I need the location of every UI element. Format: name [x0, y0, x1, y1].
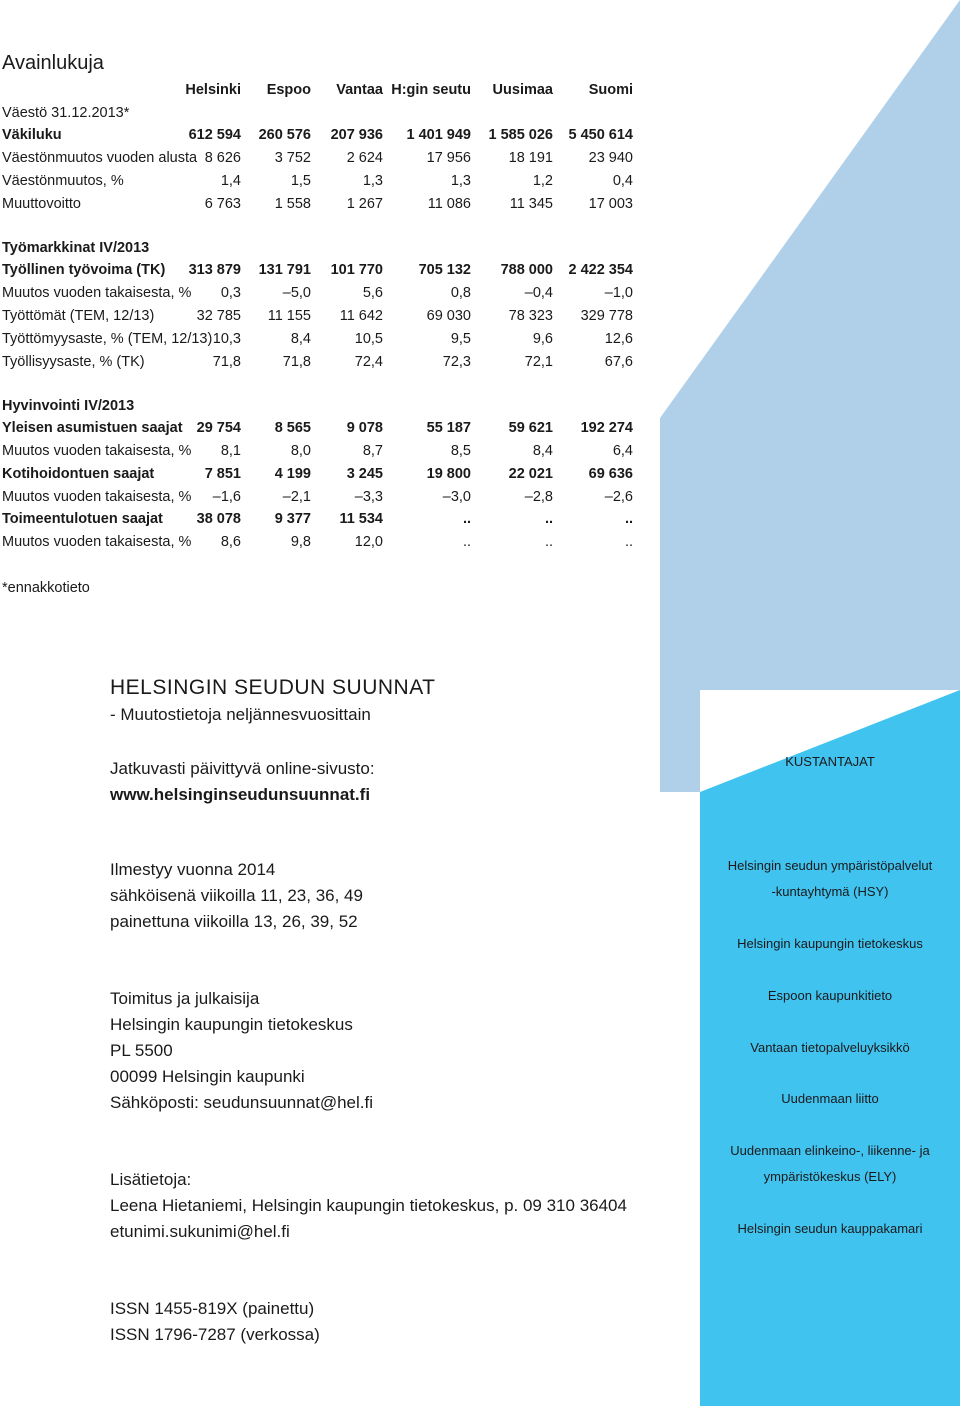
- publisher-item: Helsingin seudun ympäristöpalvelut: [727, 858, 933, 873]
- table-cell: –2,8: [524, 489, 553, 505]
- row-label: Muutos vuoden takaisesta, %: [2, 534, 192, 550]
- table-cell: 72,4: [354, 354, 383, 370]
- column-header: Helsinki: [185, 82, 241, 98]
- table-cell: 2 422 354: [568, 262, 633, 278]
- table-cell: 1 558: [274, 196, 311, 212]
- row-label: Työttömät (TEM, 12/13): [2, 308, 155, 324]
- table-cell: 8,4: [532, 443, 553, 459]
- table-row: [2, 420, 642, 442]
- table-cell: 7 851: [204, 466, 241, 482]
- publisher-item: Helsingin kaupungin tietokeskus: [737, 936, 923, 951]
- info-line: Leena Hietaniemi, Helsingin kaupungin tietokeskus, p. 09 310 36404: [110, 1196, 627, 1215]
- table-cell: 1,5: [290, 173, 311, 189]
- table-cell: 612 594: [188, 127, 241, 143]
- row-label: Työttömyysaste, % (TEM, 12/13): [2, 331, 213, 347]
- table-cell: 192 274: [580, 420, 633, 436]
- editor-line: PL 5500: [110, 1041, 173, 1060]
- table-cell: 260 576: [258, 127, 311, 143]
- table-cell: 11 155: [267, 308, 311, 324]
- row-label: Työllinen työvoima (TK): [2, 262, 166, 278]
- row-label: Työllisyysaste, % (TK): [2, 354, 145, 370]
- table-cell: 0,4: [612, 173, 633, 189]
- schedule-block: [110, 857, 363, 935]
- table-row: [2, 331, 642, 353]
- table-header-row: [2, 82, 642, 104]
- table-cell: 207 936: [330, 127, 383, 143]
- info-block: [110, 1167, 627, 1245]
- section-heading-label: Hyvinvointi IV/2013: [2, 398, 135, 414]
- table-cell: 329 778: [580, 308, 633, 324]
- schedule-line: Ilmestyy vuonna 2014: [110, 860, 276, 879]
- table-row: [2, 262, 642, 284]
- table-cell: 59 621: [508, 420, 553, 436]
- table-cell: 55 187: [426, 420, 471, 436]
- row-label: Muutos vuoden takaisesta, %: [2, 489, 192, 505]
- table-cell: 11 086: [427, 196, 471, 212]
- column-header: Suomi: [588, 82, 633, 98]
- table-cell: 1,3: [450, 173, 471, 189]
- table-cell: ..: [462, 511, 471, 527]
- table-cell: 1 267: [346, 196, 383, 212]
- editor-line: Toimitus ja julkaisija: [110, 989, 260, 1008]
- table-row: [2, 196, 642, 218]
- table-cell: 78 323: [508, 308, 553, 324]
- row-label: Väestönmuutos, %: [2, 173, 124, 189]
- publisher-item: -kuntayhtymä (HSY): [771, 884, 889, 899]
- table-cell: 3 245: [346, 466, 383, 482]
- table-cell: 0,8: [450, 285, 471, 301]
- publication-name: HELSINGIN SEUDUN SUUNNAT: [110, 676, 436, 699]
- table-cell: 4 199: [274, 466, 311, 482]
- website-link[interactable]: www.helsinginseudunsuunnat.fi: [110, 785, 371, 804]
- publishers-heading: KUSTANTAJAT: [785, 754, 875, 769]
- table-row: [2, 354, 642, 376]
- editor-line: Helsingin kaupungin tietokeskus: [110, 1015, 353, 1034]
- row-label: Väestö 31.12.2013*: [2, 105, 130, 121]
- table-row: [2, 308, 642, 330]
- table-cell: ..: [544, 511, 553, 527]
- table-row: [2, 173, 642, 195]
- table-cell: 8,1: [220, 443, 241, 459]
- table-cell: 10,3: [212, 331, 241, 347]
- table-cell: –3,0: [442, 489, 471, 505]
- table-cell: ..: [624, 511, 633, 527]
- table-cell: 72,1: [524, 354, 553, 370]
- table-cell: 9 377: [274, 511, 311, 527]
- table-cell: 1,2: [532, 173, 553, 189]
- row-label: Muuttovoitto: [2, 196, 81, 212]
- table-cell: –3,3: [354, 489, 383, 505]
- table-cell: 17 956: [426, 150, 471, 166]
- table-cell: 3 752: [274, 150, 311, 166]
- table-cell: 0,3: [220, 285, 241, 301]
- table-row: [2, 285, 642, 307]
- table-cell: 5 450 614: [568, 127, 633, 143]
- table-cell: 29 754: [196, 420, 241, 436]
- table-cell: 9 078: [346, 420, 383, 436]
- info-line: Lisätietoja:: [110, 1170, 192, 1189]
- section-heading-label: Työmarkkinat IV/2013: [2, 240, 150, 256]
- publisher-item: Helsingin seudun kauppakamari: [737, 1221, 923, 1236]
- table-cell: 8,7: [362, 443, 383, 459]
- issn-line: ISSN 1455-819X (painettu): [110, 1299, 315, 1318]
- table-cell: ..: [624, 534, 633, 550]
- table-cell: –5,0: [282, 285, 311, 301]
- column-header: Uusimaa: [492, 82, 553, 98]
- publisher-item: ympäristökeskus (ELY): [763, 1169, 897, 1184]
- table-row: [2, 489, 642, 511]
- table-cell: 313 879: [188, 262, 241, 278]
- column-header: Espoo: [266, 82, 311, 98]
- table-cell: 11 642: [339, 308, 383, 324]
- table-cell: 5,6: [362, 285, 383, 301]
- table-cell: 1 401 949: [406, 127, 471, 143]
- table-row: [2, 511, 642, 533]
- table-cell: 1,4: [220, 173, 241, 189]
- schedule-line: painettuna viikoilla 13, 26, 39, 52: [110, 912, 358, 931]
- table-cell: 71,8: [282, 354, 311, 370]
- table-cell: 72,3: [442, 354, 471, 370]
- table-cell: –1,6: [212, 489, 241, 505]
- table-cell: 1 585 026: [488, 127, 553, 143]
- section-heading: [2, 240, 642, 262]
- footnote: *ennakkotieto: [2, 580, 90, 596]
- online-site-block: [110, 756, 375, 808]
- row-label: Yleisen asumistuen saajat: [2, 420, 183, 436]
- table-cell: 67,6: [604, 354, 633, 370]
- table-cell: 23 940: [588, 150, 633, 166]
- column-header: Vantaa: [336, 82, 383, 98]
- table-cell: –0,4: [524, 285, 553, 301]
- table-cell: 788 000: [500, 262, 553, 278]
- table-cell: 69 636: [588, 466, 633, 482]
- table-row: [2, 443, 642, 465]
- table-cell: –2,6: [604, 489, 633, 505]
- table-cell: 8,5: [450, 443, 471, 459]
- table-row: [2, 534, 642, 556]
- table-cell: 1,3: [362, 173, 383, 189]
- editor-email[interactable]: Sähköposti: seudunsuunnat@hel.fi: [110, 1093, 373, 1112]
- table-cell: 9,8: [290, 534, 311, 550]
- online-label: Jatkuvasti päivittyvä online-sivusto:: [110, 759, 375, 778]
- issn-line: ISSN 1796-7287 (verkossa): [110, 1325, 320, 1344]
- table-row: [2, 466, 642, 488]
- table-cell: 12,6: [604, 331, 633, 347]
- schedule-line: sähköisenä viikoilla 11, 23, 36, 49: [110, 886, 363, 905]
- table-row: [2, 105, 642, 127]
- table-cell: 69 030: [426, 308, 471, 324]
- editor-block: [110, 986, 373, 1116]
- table-cell: 2 624: [346, 150, 383, 166]
- table-cell: 71,8: [212, 354, 241, 370]
- table-cell: 22 021: [508, 466, 553, 482]
- info-email[interactable]: etunimi.sukunimi@hel.fi: [110, 1222, 290, 1241]
- publisher-item: Vantaan tietopalveluyksikkö: [750, 1040, 910, 1055]
- table-cell: 8 626: [204, 150, 241, 166]
- table-cell: 9,5: [450, 331, 471, 347]
- table-cell: 6,4: [612, 443, 633, 459]
- table-cell: 6 763: [204, 196, 241, 212]
- table-cell: 38 078: [196, 511, 241, 527]
- section-heading: [2, 398, 642, 420]
- row-label: Kotihoidontuen saajat: [2, 466, 155, 482]
- publisher-item: Uudenmaan elinkeino-, liikenne- ja: [730, 1143, 930, 1158]
- table-cell: –1,0: [604, 285, 633, 301]
- table-cell: 32 785: [196, 308, 241, 324]
- issn-block: [110, 1296, 320, 1348]
- table-cell: 9,6: [532, 331, 553, 347]
- row-label: Väestönmuutos vuoden alusta: [2, 150, 198, 166]
- table-cell: 131 791: [258, 262, 311, 278]
- table-cell: 8,4: [290, 331, 311, 347]
- table-cell: ..: [544, 534, 553, 550]
- table-cell: 11 534: [339, 511, 383, 527]
- table-cell: 17 003: [588, 196, 633, 212]
- publisher-item: Espoon kaupunkitieto: [767, 988, 893, 1003]
- table-cell: 19 800: [426, 466, 471, 482]
- table-cell: ..: [462, 534, 471, 550]
- editor-line: 00099 Helsingin kaupunki: [110, 1067, 305, 1086]
- table-cell: 8 565: [274, 420, 311, 436]
- row-label: Muutos vuoden takaisesta, %: [2, 285, 192, 301]
- publisher-item: Uudenmaan liitto: [781, 1091, 879, 1106]
- table-cell: 101 770: [330, 262, 383, 278]
- table-row: [2, 150, 642, 172]
- table-cell: 11 345: [509, 196, 553, 212]
- table-cell: 12,0: [354, 534, 383, 550]
- row-label: Väkiluku: [2, 127, 62, 143]
- row-label: Muutos vuoden takaisesta, %: [2, 443, 192, 459]
- light-blue-arrow-shape: [660, 0, 960, 792]
- page-title: Avainlukuja: [2, 52, 104, 74]
- table-cell: 18 191: [508, 150, 553, 166]
- column-header: H:gin seutu: [391, 82, 471, 98]
- table-cell: 8,0: [290, 443, 311, 459]
- table-row: [2, 127, 642, 149]
- table-cell: 10,5: [354, 331, 383, 347]
- table-cell: 8,6: [220, 534, 241, 550]
- table-cell: –2,1: [282, 489, 311, 505]
- publication-subtitle: - Muutostietoja neljännesvuosittain: [110, 705, 371, 724]
- row-label: Toimeentulotuen saajat: [2, 511, 163, 527]
- table-cell: 705 132: [418, 262, 471, 278]
